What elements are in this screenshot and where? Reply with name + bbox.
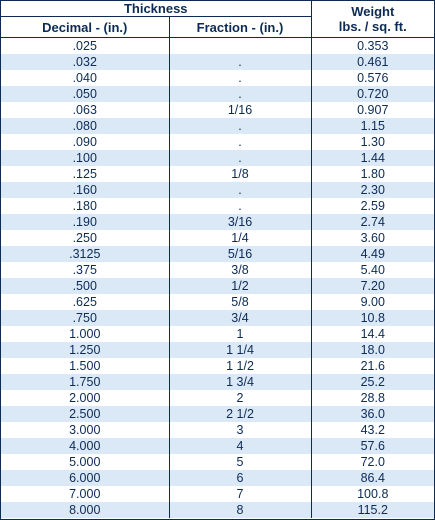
- table-row: [1, 438, 434, 454]
- decimal-cell: [1, 438, 169, 454]
- weight-cell: 1.44: [311, 150, 434, 166]
- weight-cell: 2.74: [311, 214, 434, 230]
- weight-cell: 0.907: [311, 102, 434, 118]
- decimal-cell: [1, 38, 169, 55]
- decimal-value: .040: [72, 71, 97, 85]
- weight-cell: 25.2: [311, 374, 434, 390]
- decimal-value: .500: [72, 279, 97, 293]
- decimal-value: .750: [72, 311, 97, 325]
- decimal-cell: [1, 118, 169, 134]
- decimal-value: 1.750: [69, 375, 101, 389]
- weight-cell: 2.59: [311, 198, 434, 214]
- decimal-cell: [1, 326, 169, 342]
- decimal-cell: [1, 390, 169, 406]
- decimal-value: 8.000: [69, 503, 101, 517]
- decimal-value: .160: [72, 183, 97, 197]
- fraction-cell: 5: [169, 454, 311, 470]
- weight-cell: 9.00: [311, 294, 434, 310]
- decimal-value: 1.500: [69, 359, 101, 373]
- decimal-cell: [1, 166, 169, 182]
- fraction-cell: 3/16: [169, 214, 311, 230]
- decimal-cell: [1, 134, 169, 150]
- decimal-value: .125: [72, 167, 97, 181]
- weight-cell: 1.15: [311, 118, 434, 134]
- decimal-cell: [1, 86, 169, 102]
- fraction-cell: .: [169, 54, 311, 70]
- decimal-cell: [1, 102, 169, 118]
- fraction-cell: 3/8: [169, 262, 311, 278]
- decimal-cell: [1, 214, 169, 230]
- table-row: [1, 262, 434, 278]
- weight-cell: 115.2: [311, 502, 434, 518]
- decimal-value: .063: [72, 103, 97, 117]
- decimal-value: .3125: [69, 247, 101, 261]
- decimal-value: 2.500: [69, 407, 101, 421]
- fraction-cell: 5/8: [169, 294, 311, 310]
- weight-header: [311, 1, 434, 38]
- table-row: [1, 502, 434, 518]
- thickness-header: Thickness: [1, 1, 311, 17]
- decimal-value: 5.000: [69, 455, 101, 469]
- table-row: [1, 198, 434, 214]
- fraction-cell: .: [169, 150, 311, 166]
- decimal-cell: [1, 262, 169, 278]
- weight-cell: 0.576: [311, 70, 434, 86]
- decimal-value: 6.000: [69, 471, 101, 485]
- weight-cell: 4.49: [311, 246, 434, 262]
- fraction-cell: .: [169, 182, 311, 198]
- table-row: [1, 294, 434, 310]
- weight-cell: 5.40: [311, 262, 434, 278]
- fraction-cell: 3/4: [169, 310, 311, 326]
- table-row: [1, 54, 434, 70]
- decimal-cell: [1, 246, 169, 262]
- decimal-cell: [1, 422, 169, 438]
- weight-cell: 1.80: [311, 166, 434, 182]
- fraction-cell: 8: [169, 502, 311, 518]
- thickness-weight-table: [1, 1, 434, 518]
- table-row: [1, 326, 434, 342]
- weight-cell: 57.6: [311, 438, 434, 454]
- table-row: [1, 422, 434, 438]
- weight-cell: 28.8: [311, 390, 434, 406]
- weight-cell: 14.4: [311, 326, 434, 342]
- table-row: [1, 374, 434, 390]
- table-row: [1, 214, 434, 230]
- decimal-value: .025: [72, 39, 97, 53]
- table-body: [1, 38, 434, 519]
- table-row: [1, 134, 434, 150]
- decimal-cell: [1, 198, 169, 214]
- weight-cell: 86.4: [311, 470, 434, 486]
- table-row: [1, 390, 434, 406]
- decimal-cell: [1, 182, 169, 198]
- decimal-value: .090: [72, 135, 97, 149]
- weight-cell: 2.30: [311, 182, 434, 198]
- table-row: [1, 406, 434, 422]
- fraction-cell: 1: [169, 326, 311, 342]
- weight-cell: 0.353: [311, 38, 434, 55]
- fraction-cell: .: [169, 134, 311, 150]
- decimal-cell: [1, 230, 169, 246]
- decimal-cell: [1, 486, 169, 502]
- table-row: [1, 246, 434, 262]
- decimal-cell: [1, 310, 169, 326]
- table-row: [1, 86, 434, 102]
- weight-header-line1: Weight: [351, 4, 395, 19]
- decimal-value: .250: [72, 231, 97, 245]
- decimal-cell: [1, 502, 169, 518]
- fraction-cell: .: [169, 86, 311, 102]
- table-row: [1, 150, 434, 166]
- decimal-header: Decimal - (in.): [1, 17, 169, 38]
- weight-cell: 72.0: [311, 454, 434, 470]
- decimal-value: .180: [72, 199, 97, 213]
- decimal-cell: [1, 342, 169, 358]
- decimal-value: .032: [72, 55, 97, 69]
- weight-cell: 21.6: [311, 358, 434, 374]
- weight-cell: 43.2: [311, 422, 434, 438]
- weight-cell: 1.30: [311, 134, 434, 150]
- fraction-cell: 1 1/2: [169, 358, 311, 374]
- fraction-cell: 5/16: [169, 246, 311, 262]
- decimal-cell: [1, 470, 169, 486]
- decimal-cell: [1, 374, 169, 390]
- fraction-cell: 1/4: [169, 230, 311, 246]
- table-row: [1, 70, 434, 86]
- table-row: [1, 470, 434, 486]
- table-row: [1, 38, 434, 55]
- decimal-value: .050: [72, 87, 97, 101]
- fraction-cell: 7: [169, 486, 311, 502]
- decimal-cell: [1, 70, 169, 86]
- decimal-cell: [1, 454, 169, 470]
- table-row: [1, 454, 434, 470]
- weight-cell: 7.20: [311, 278, 434, 294]
- table-row: [1, 278, 434, 294]
- fraction-cell: 1 1/4: [169, 342, 311, 358]
- table-row: [1, 118, 434, 134]
- fraction-cell: 3: [169, 422, 311, 438]
- fraction-header: Fraction - (in.): [169, 17, 311, 38]
- table-row: [1, 182, 434, 198]
- decimal-value: 1.250: [69, 343, 101, 357]
- table-row: [1, 102, 434, 118]
- table-row: [1, 230, 434, 246]
- fraction-cell: [169, 38, 311, 55]
- decimal-value: .080: [72, 119, 97, 133]
- decimal-value: .190: [72, 215, 97, 229]
- decimal-value: 7.000: [69, 487, 101, 501]
- fraction-cell: 2: [169, 390, 311, 406]
- table-row: [1, 358, 434, 374]
- weight-header-line2: lbs. / sq. ft.: [338, 19, 407, 34]
- decimal-cell: [1, 54, 169, 70]
- weight-cell: 100.8: [311, 486, 434, 502]
- fraction-cell: 4: [169, 438, 311, 454]
- decimal-value: .625: [72, 295, 97, 309]
- decimal-value: 1.000: [69, 327, 101, 341]
- weight-cell: 18.0: [311, 342, 434, 358]
- decimal-cell: [1, 406, 169, 422]
- table-row: [1, 310, 434, 326]
- weight-cell: 0.720: [311, 86, 434, 102]
- fraction-cell: 1/8: [169, 166, 311, 182]
- fraction-cell: .: [169, 118, 311, 134]
- fraction-cell: 2 1/2: [169, 406, 311, 422]
- fraction-cell: 1/16: [169, 102, 311, 118]
- table-row: [1, 166, 434, 182]
- decimal-cell: [1, 294, 169, 310]
- table-row: [1, 342, 434, 358]
- weight-cell: 0.461: [311, 54, 434, 70]
- decimal-cell: [1, 278, 169, 294]
- decimal-value: 3.000: [69, 423, 101, 437]
- decimal-value: .375: [72, 263, 97, 277]
- weight-cell: 3.60: [311, 230, 434, 246]
- decimal-cell: [1, 358, 169, 374]
- fraction-cell: 1/2: [169, 278, 311, 294]
- weight-cell: 36.0: [311, 406, 434, 422]
- decimal-value: 2.000: [69, 391, 101, 405]
- table-row: [1, 486, 434, 502]
- decimal-value: 4.000: [69, 439, 101, 453]
- decimal-cell: [1, 150, 169, 166]
- decimal-value: .100: [72, 151, 97, 165]
- fraction-cell: 6: [169, 470, 311, 486]
- fraction-cell: .: [169, 70, 311, 86]
- weight-cell: 10.8: [311, 310, 434, 326]
- fraction-cell: 1 3/4: [169, 374, 311, 390]
- fraction-cell: .: [169, 198, 311, 214]
